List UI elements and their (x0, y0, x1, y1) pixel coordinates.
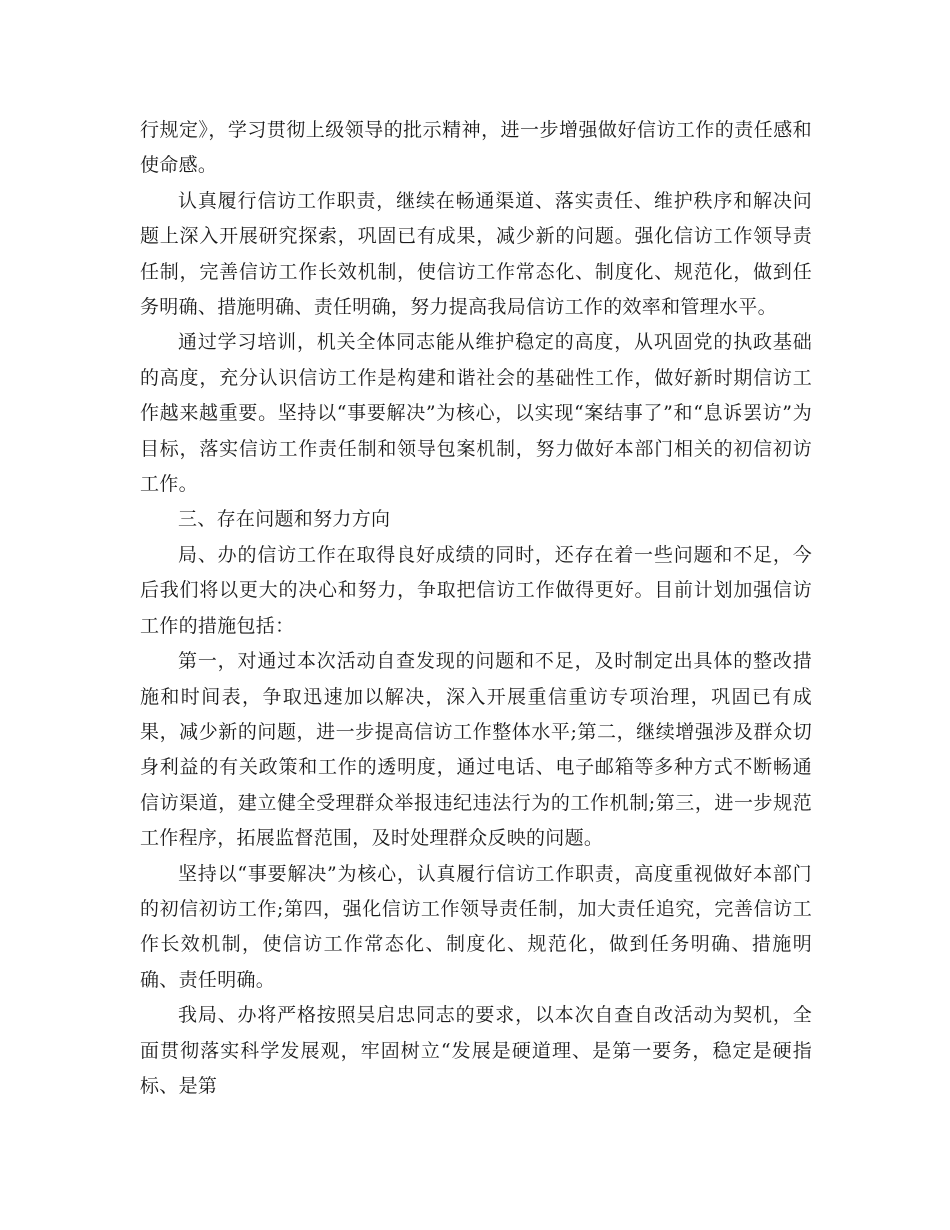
paragraph-measures: 第一，对通过本次活动自查发现的问题和不足，及时制定出具体的整改措施和时间表，争取迅速加以解决，深入开展重信重访专项治理，巩固已有成果，减少新的问题，进一步提高信访工作整体水平;第二，继续增强涉及群众切身利益的有关政策和工作的透明度，通过电话、电子邮箱等多种方式不断畅通信访渠道，建立健全受理群众举报违纪违法行为的工作机制;第三，进一步规范工作程序，拓展监督范围，及时处理群众反映的问题。 (140, 650, 812, 850)
paragraph-problems: 局、办的信访工作在取得良好成绩的同时，还存在着一些问题和不足，今后我们将以更大的决心和努力，争取把信访工作做得更好。目前计划加强信访工作的措施包括： (140, 543, 812, 637)
paragraph-training: 通过学习培训，机关全体同志能从维护稳定的高度，从巩固党的执政基础的高度，充分认识信访工作是构建和谐社会的基础性工作，做好新时期信访工作越来越重要。坚持以“事要解决”为核心，以实现“案结事了”和“息诉罢访”为目标，落实信访工作责任制和领导包案机制，努力做好本部门相关的初信初访工作。 (140, 331, 812, 496)
document-body (140, 113, 812, 1104)
paragraph-continued: 行规定》，学习贯彻上级领导的批示精神，进一步增强做好信访工作的责任感和使命感。 (140, 119, 812, 177)
section-heading-problems: 三、存在问题和努力方向 (178, 508, 391, 531)
paragraph-core-principle: 坚持以“事要解决”为核心，认真履行信访工作职责，高度重视做好本部门的初信初访工作;第四，强化信访工作领导责任制，加大责任追究，完善信访工作长效机制，使信访工作常态化、制度化、规范化，做到任务明确、措施明确、责任明确。 (140, 862, 812, 991)
paragraph-conclusion: 我局、办将严格按照吴启忠同志的要求，以本次自查自改活动为契机，全面贯彻落实科学发展观，牢固树立“发展是硬道理、是第一要务，稳定是硬指标、是第 (140, 1004, 812, 1097)
paragraph-duties: 认真履行信访工作职责，继续在畅通渠道、落实责任、维护秩序和解决问题上深入开展研究探索，巩固已有成果，减少新的问题。强化信访工作领导责任制，完善信访工作长效机制，使信访工作常态化、制度化、规范化，做到任务明确、措施明确、责任明确，努力提高我局信访工作的效率和管理水平。 (140, 189, 812, 319)
